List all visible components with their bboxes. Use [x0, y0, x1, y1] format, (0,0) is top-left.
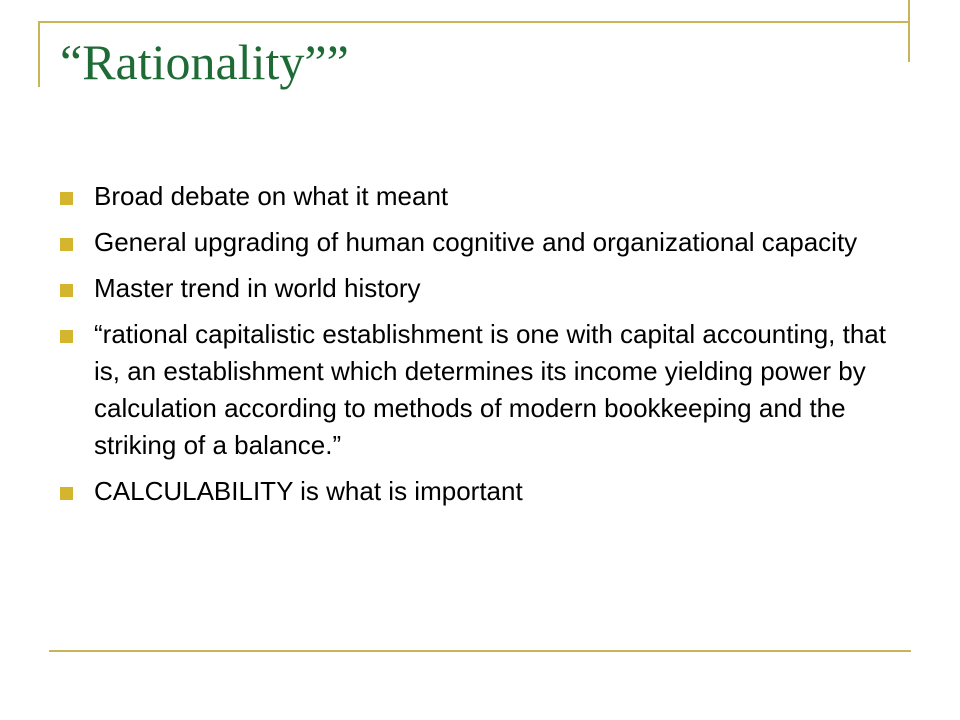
- square-bullet-icon: [60, 238, 73, 251]
- square-bullet-icon: [60, 284, 73, 297]
- bullet-text: General upgrading of human cognitive and organizational capacity: [94, 227, 858, 257]
- bullet-item: [60, 473, 910, 510]
- bullet-text: “rational capitalistic establishment is one with capital accounting, that is, an establishment which determines its income yielding power by calculation according to methods of modern bookkeeping and the striking of a balance.”: [94, 319, 886, 460]
- square-bullet-icon: [60, 487, 73, 500]
- bullet-item: [60, 224, 910, 261]
- frame-bottom-rule: [49, 650, 911, 652]
- frame-right-rule: [908, 0, 910, 62]
- slide-title: “Rationality””: [60, 34, 349, 90]
- square-bullet-icon: [60, 330, 73, 343]
- square-bullet-icon: [60, 192, 73, 205]
- bullet-item: [60, 316, 910, 464]
- frame-left-rule: [38, 21, 40, 87]
- bullet-text: CALCULABILITY is what is important: [94, 476, 523, 506]
- bullet-list: [60, 178, 910, 519]
- bullet-item: [60, 270, 910, 307]
- bullet-item: [60, 178, 910, 215]
- frame-top-rule: [38, 21, 910, 23]
- bullet-text: Broad debate on what it meant: [94, 181, 449, 211]
- bullet-text: Master trend in world history: [94, 273, 421, 303]
